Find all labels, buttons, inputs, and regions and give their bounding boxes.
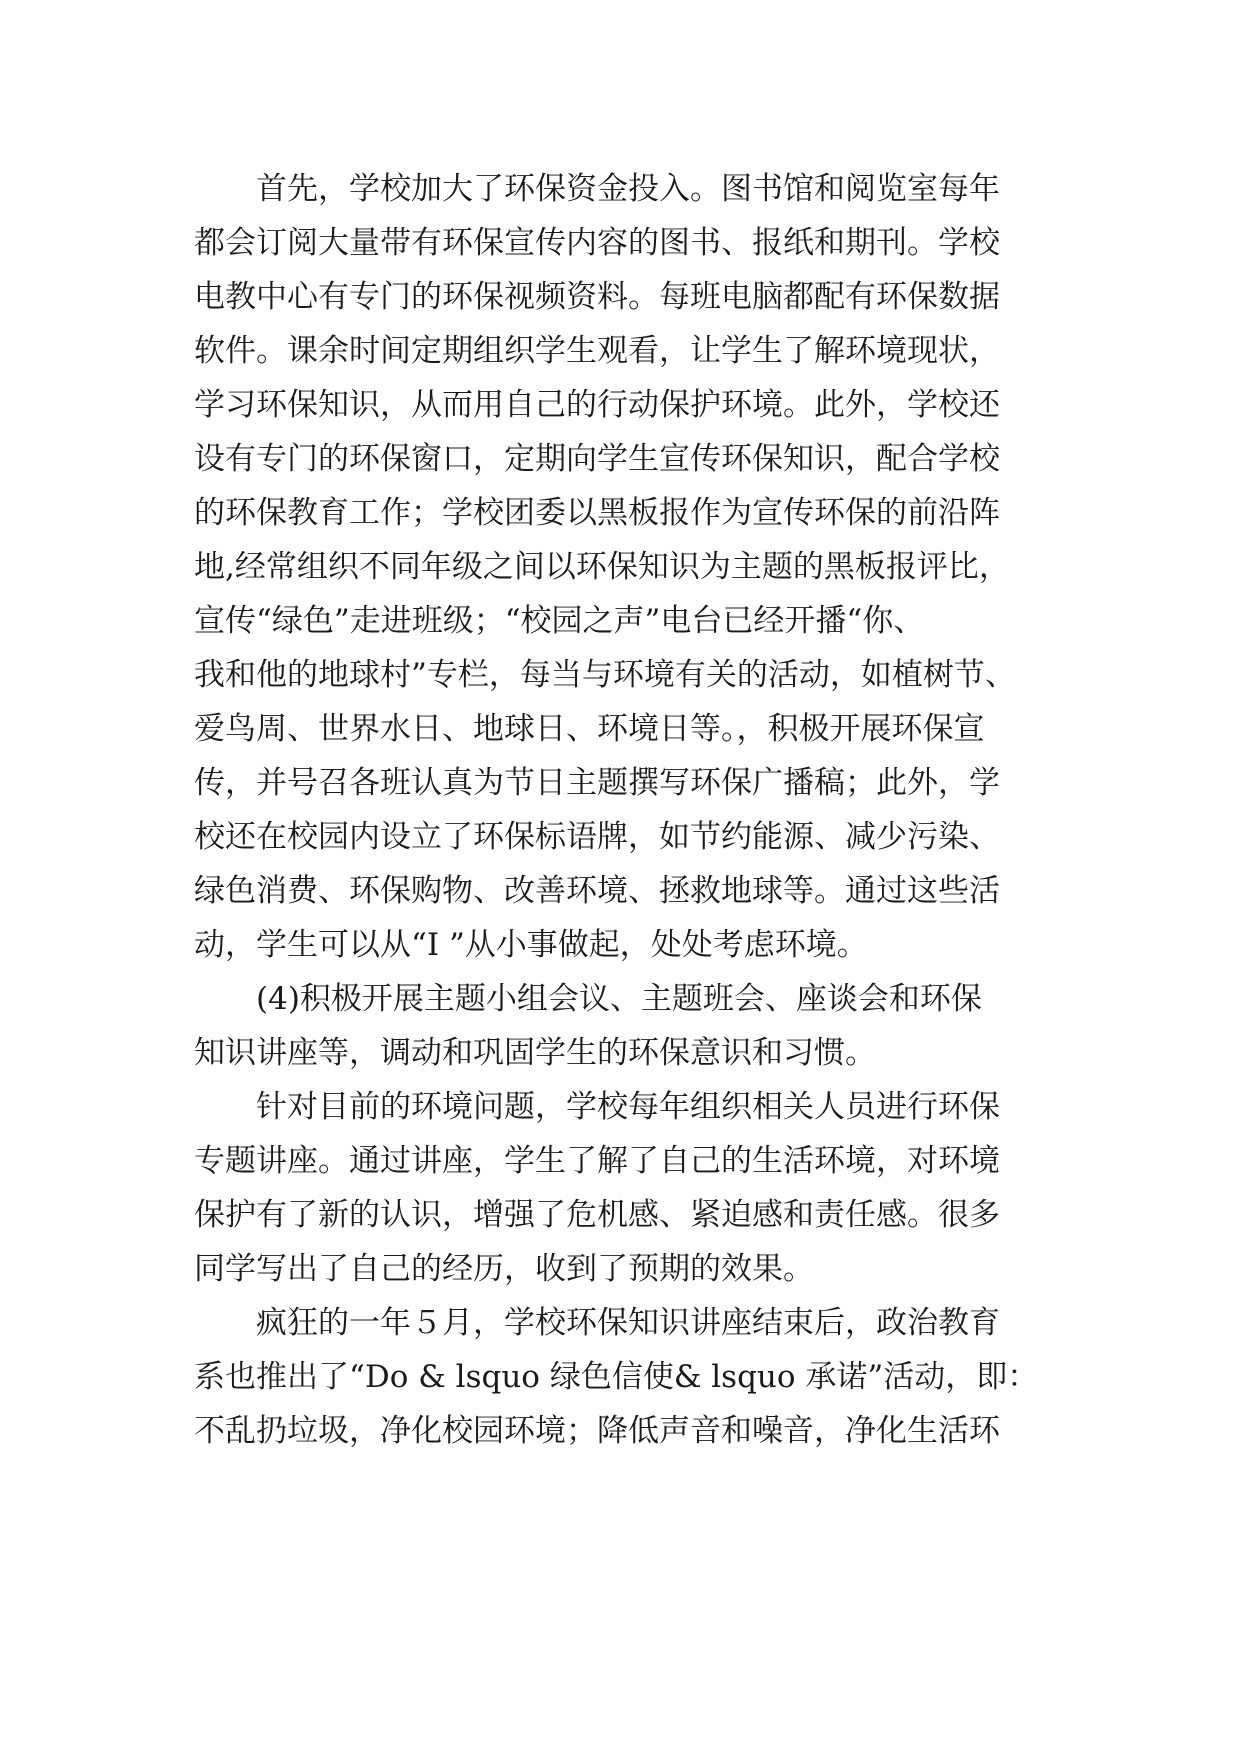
body-text — [194, 162, 1054, 1458]
text-line: (4)积极开展主题小组会议、主题班会、座谈会和环保 — [194, 981, 982, 1017]
text-line: 首先，学校加大了环保资金投入。图书馆和阅览室每年 — [194, 171, 1000, 207]
text-line: 学习环保知识，从而用自己的行动保护环境。此外，学校还 — [194, 387, 1000, 423]
text-line: 知识讲座等，调动和巩固学生的环保意识和习惯。 — [194, 1035, 876, 1071]
text-line: 针对目前的环境问题，学校每年组织相关人员进行环保 — [194, 1089, 1000, 1125]
text-line: 宣传“绿色”走进班级；“校园之声”电台已经开播“你、 — [194, 603, 925, 639]
text-line: 疯狂的一年５月，学校环保知识讲座结束后，政治教育 — [194, 1305, 1000, 1341]
text-line: 软件。课余时间定期组织学生观看，让学生了解环境现状， — [194, 333, 1000, 369]
text-line: 爱鸟周、世界水日、地球日、环境日等。，积极开展环保宣 — [194, 711, 985, 747]
text-line: 动，学生可以从“I ”从小事做起，处处考虑环境。 — [194, 927, 868, 963]
text-line: 我和他的地球村”专栏，每当与环境有关的活动，如植树节、 — [194, 657, 1016, 693]
text-line: 电教中心有专门的环保视频资料。每班电脑都配有环保数据 — [194, 279, 1000, 315]
text-line: 校还在校园内设立了环保标语牌，如节约能源、减少污染、 — [194, 819, 1000, 855]
text-line: 的环保教育工作；学校团委以黑板报作为宣传环保的前沿阵 — [194, 495, 1000, 531]
text-line: 不乱扔垃圾，净化校园环境；降低声音和噪音，净化生活环 — [194, 1413, 1000, 1449]
text-line: 同学写出了自己的经历，收到了预期的效果。 — [194, 1251, 814, 1287]
text-line: 设有专门的环保窗口，定期向学生宣传环保知识，配合学校 — [194, 441, 1000, 477]
text-line: 传，并号召各班认真为节日主题撰写环保广播稿；此外，学 — [194, 765, 1000, 801]
text-line: 系也推出了“Do & lsquo 绿色信使& lsquo 承诺”活动，即： — [194, 1359, 1039, 1395]
text-line: 保护有了新的认识，增强了危机感、紧迫感和责任感。很多 — [194, 1197, 1000, 1233]
text-line: 专题讲座。通过讲座，学生了解了自己的生活环境，对环境 — [194, 1143, 1000, 1179]
text-line: 地,经常组织不同年级之间以环保知识为主题的黑板报评比， — [194, 549, 1010, 585]
text-line: 绿色消费、环保购物、改善环境、拯救地球等。通过这些活 — [194, 873, 1000, 909]
text-line: 都会订阅大量带有环保宣传内容的图书、报纸和期刊。学校 — [194, 225, 1000, 261]
